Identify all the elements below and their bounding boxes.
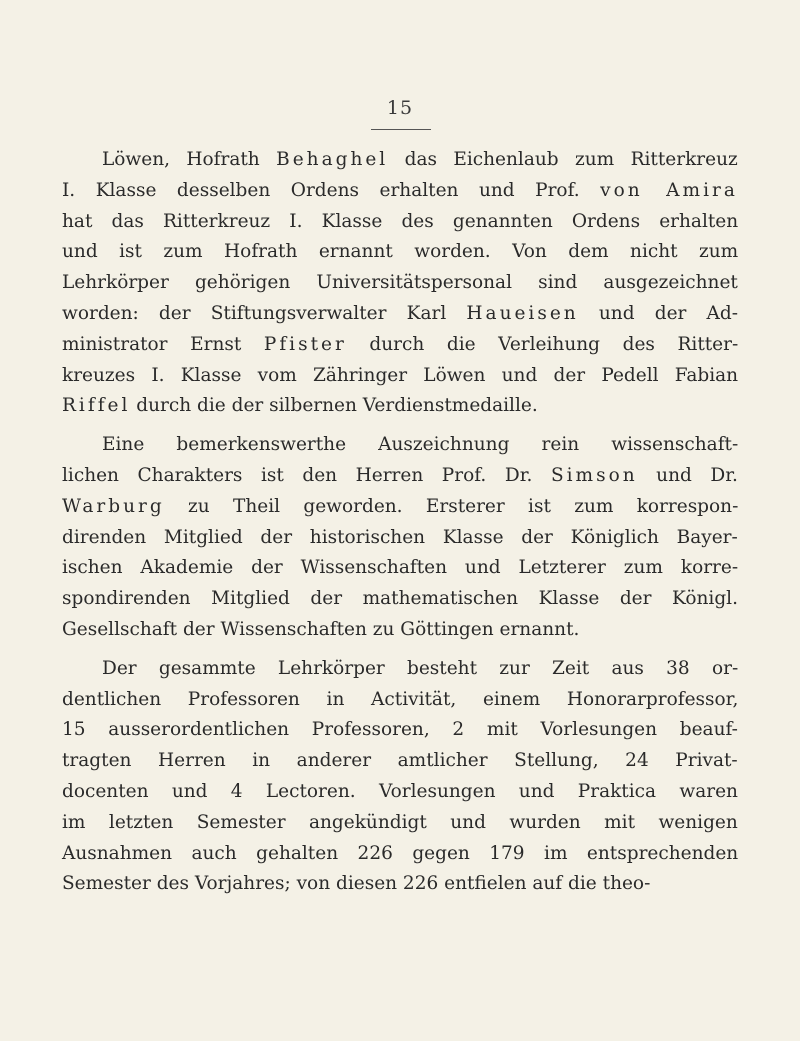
text-run: Löwen, Hofrath	[102, 149, 277, 170]
text-run: hat das Ritterkreuz I. Klasse des genannten Ordens erhalten	[62, 210, 739, 232]
text-line	[62, 715, 738, 745]
text-line	[62, 268, 738, 298]
text-line	[62, 237, 738, 267]
text-run: durch die Verleihung des Ritter-	[346, 333, 739, 355]
text-line	[102, 430, 738, 460]
text-run: worden: der Stiftungsverwalter Karl	[62, 303, 467, 324]
text-run: dentlichen Professoren in Activität, einem Honorarprofessor,	[62, 688, 739, 710]
text-line	[62, 685, 738, 715]
text-line	[62, 207, 738, 237]
text-run: lichen Charakters ist den Herren Prof. Dr.	[62, 465, 551, 486]
text-run: Der gesammte Lehrkörper besteht zur Zeit aus 38 or-	[102, 657, 739, 679]
spaced-name: von Amira	[600, 179, 738, 201]
spaced-name: Behaghel	[276, 149, 389, 170]
text-run: Gesellschaft der Wissenschaften zu Göttingen ernannt.	[62, 619, 580, 640]
text-line	[62, 777, 738, 807]
text-line	[62, 869, 650, 899]
text-line	[62, 176, 738, 206]
text-run: und der Ad-	[578, 303, 738, 324]
text-run: ministrator Ernst	[62, 333, 264, 355]
text-run: und Dr.	[637, 465, 738, 486]
text-run: 15 ausserordentlichen Professoren, 2 mit Vorlesungen beauf-	[62, 719, 738, 741]
text-line	[62, 461, 738, 491]
text-run: direnden Mitglied der historischen Klasse der Königlich Bayer-	[62, 526, 738, 548]
text-line	[62, 492, 738, 522]
text-line	[62, 839, 738, 869]
text-line	[62, 553, 738, 583]
text-run: im letzten Semester angekündigt und wurden mit wenigen	[62, 811, 738, 833]
text-run: Lehrkörper gehörigen Universitätspersonal sind ausgezeichnet	[62, 272, 738, 294]
text-run: kreuzes I. Klasse vom Zähringer Löwen und der Pedell Fabian	[62, 364, 739, 386]
text-run: ischen Akademie der Wissenschaften und Letzterer zum korre-	[62, 557, 739, 579]
text-line	[62, 584, 738, 614]
text-run: und ist zum Hofrath ernannt worden. Von dem nicht zum	[62, 241, 739, 263]
text-run: spondirenden Mitglied der mathematischen Klasse der Königl.	[62, 588, 738, 610]
header-rule	[371, 129, 431, 130]
text-run: das Eichenlaub zum Ritterkreuz	[388, 149, 738, 170]
spaced-name: Warburg	[62, 495, 165, 517]
text-run: I. Klasse desselben Ordens erhalten und Prof.	[62, 179, 601, 201]
text-line	[102, 654, 738, 684]
text-line	[62, 361, 738, 391]
spaced-name: Simson	[550, 465, 638, 486]
text-line	[62, 299, 738, 329]
text-run: durch die der silbernen Verdienstmedaille.	[130, 395, 538, 417]
page-number: 15	[386, 97, 414, 119]
text-line	[62, 523, 738, 553]
spaced-name: Haueisen	[466, 303, 579, 324]
text-line	[62, 391, 538, 421]
text-run: tragten Herren in anderer amtlicher Stellung, 24 Privat-	[62, 750, 738, 772]
text-line	[102, 145, 738, 175]
text-run: Ausnahmen auch gehalten 226 gegen 179 im entsprechenden	[62, 842, 739, 864]
text-line	[62, 808, 738, 838]
text-line	[62, 330, 738, 360]
spaced-name: Pfister	[263, 333, 347, 355]
text-line	[62, 746, 738, 776]
text-run: docenten und 4 Lectoren. Vorlesungen und Praktica waren	[62, 781, 738, 802]
spaced-name: Riffel	[62, 395, 131, 417]
text-run: Eine bemerkenswerthe Auszeichnung rein wissenschaft-	[102, 434, 739, 456]
text-line	[62, 615, 579, 645]
text-run: Semester des Vorjahres; von diesen 226 entfielen auf die theo-	[62, 873, 651, 895]
text-run: zu Theil geworden. Ersterer ist zum korrespon-	[164, 495, 739, 517]
